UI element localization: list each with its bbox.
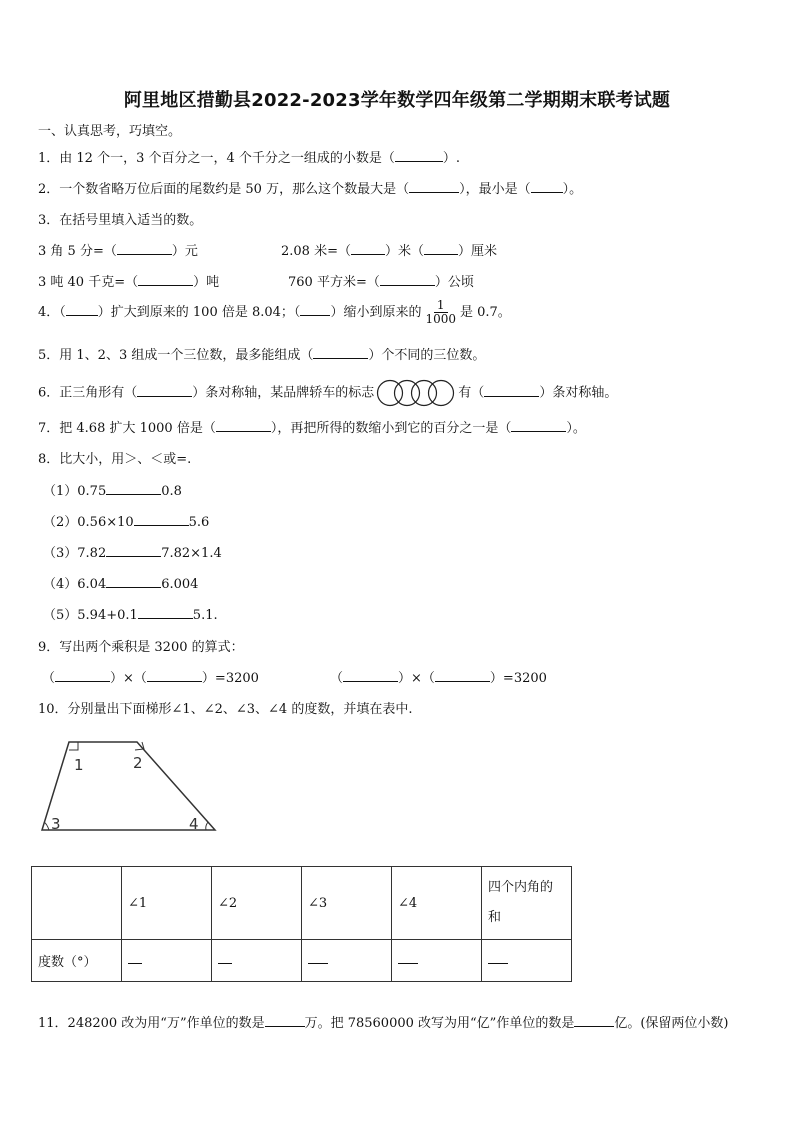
q8-item-5-left: （5）5.94+0.1 <box>43 608 138 623</box>
header-angle-1: ∠1 <box>122 867 212 940</box>
angle-4-mark <box>206 822 208 830</box>
q3-r1a-text-a: 3 角 5 分=（ <box>38 244 117 259</box>
q3-r1b-text-a: 2.08 米=（ <box>281 244 351 259</box>
q11-blank-2[interactable] <box>574 1014 614 1027</box>
q6-text-d: ）条对称轴。 <box>539 385 618 401</box>
q9-e2-blank-2[interactable] <box>435 669 490 682</box>
q11-text-a: 11．248200 改为用“万”作单位的数是 <box>38 1016 265 1031</box>
question-11 <box>38 1012 728 1031</box>
q8-item-2-left: （2）0.56×10 <box>43 515 134 530</box>
header-angle-3: ∠3 <box>302 867 392 940</box>
q9-e2-text-c: ）=3200 <box>489 671 547 686</box>
row-label: 度数（°） <box>32 940 122 982</box>
q8-item-5 <box>43 604 218 623</box>
q6-blank-1[interactable] <box>137 384 192 397</box>
q7-text-a: 7．把 4.68 扩大 1000 倍是（ <box>38 421 216 436</box>
q4-text-a: 4．（ <box>38 305 66 320</box>
car-logo-rings-icon <box>376 378 456 408</box>
q3-r1b-text-c: ）厘米 <box>458 244 498 259</box>
q2-text-b: ），最小是（ <box>459 182 531 197</box>
q8-item-2-blank[interactable] <box>134 513 189 526</box>
q1-text-a: 1．由 12 个一，3 个百分之一，4 个千分之一组成的小数是（ <box>38 151 395 166</box>
q3-row2-left <box>38 271 219 290</box>
q9-e1-blank-1[interactable] <box>55 669 110 682</box>
q3-row1-right <box>281 240 497 259</box>
q5-blank[interactable] <box>313 346 368 359</box>
angle-2-label: 2 <box>133 754 143 772</box>
q7-text-b: ），再把所得的数缩小到它的百分之一是（ <box>270 421 512 436</box>
header-angle-2: ∠2 <box>212 867 302 940</box>
q3-r2b-text-a: 760 平方米=（ <box>288 275 380 290</box>
page-title: 阿里地区措勤县2022-2023学年数学四年级第二学期期末联考试题 <box>123 90 671 111</box>
q7-text-c: ）。 <box>566 421 586 436</box>
question-10: 10．分别量出下面梯形∠1、∠2、∠3、∠4 的度数，并填在表中. <box>38 702 413 717</box>
q8-item-4-right: 6.004 <box>161 577 199 592</box>
value-angle-sum[interactable] <box>482 940 572 982</box>
q9-e1-text-a: （ <box>42 671 56 686</box>
trapezoid-diagram <box>38 738 220 836</box>
q8-item-3-right: 7.82×1.4 <box>161 546 222 561</box>
q8-item-1-blank[interactable] <box>106 482 161 495</box>
q3-r2b-text-b: ）公顷 <box>434 275 474 290</box>
angle-3-mark <box>44 822 49 830</box>
angle-2-mark <box>135 742 144 750</box>
angle-1-mark <box>69 742 78 750</box>
q4-text-c: ）缩小到原来的 <box>330 305 422 320</box>
q8-item-1-left: （1）0.75 <box>43 484 107 499</box>
q7-blank-2[interactable] <box>511 419 566 432</box>
question-6 <box>38 378 617 408</box>
section-heading: 一、认真思考，巧填空。 <box>38 124 182 139</box>
q8-item-1 <box>43 480 182 499</box>
question-2 <box>38 178 582 197</box>
q3-r1b-blank-2[interactable] <box>424 242 458 255</box>
q11-blank-1[interactable] <box>265 1014 305 1027</box>
q8-item-4-left: （4）6.04 <box>43 577 107 592</box>
q9-expression-1 <box>42 667 259 686</box>
question-7 <box>38 417 586 436</box>
fraction-numerator: 1 <box>434 299 448 313</box>
q8-item-2-right: 5.6 <box>188 515 210 530</box>
q6-blank-2[interactable] <box>484 384 539 397</box>
angle-3-label: 3 <box>51 815 61 833</box>
table-value-row <box>32 940 572 982</box>
q9-e1-blank-2[interactable] <box>147 669 202 682</box>
q9-e1-text-b: ）×（ <box>110 671 147 686</box>
q3-r1b-blank-1[interactable] <box>351 242 385 255</box>
angle-1-label: 1 <box>74 756 84 774</box>
question-5 <box>38 344 485 363</box>
q11-text-c: 亿。(保留两位小数) <box>614 1016 729 1031</box>
q2-blank-min[interactable] <box>531 180 563 193</box>
q3-row2-right <box>288 271 474 290</box>
q8-item-3-left: （3）7.82 <box>43 546 107 561</box>
q4-blank-2[interactable] <box>300 303 330 316</box>
q11-text-b: 万。把 78560000 改写为用“亿”作单位的数是 <box>304 1016 575 1031</box>
q8-item-4 <box>43 573 198 592</box>
q8-item-3 <box>43 542 222 561</box>
q6-text-a: 6．正三角形有（ <box>38 385 138 401</box>
angle-4-label: 4 <box>189 815 199 833</box>
value-angle-1[interactable] <box>122 940 212 982</box>
q4-text-b: ）扩大到原来的 100 倍是 8.04；（ <box>97 305 301 320</box>
q2-blank-max[interactable] <box>409 180 459 193</box>
q3-r2b-blank[interactable] <box>380 273 435 286</box>
q8-item-5-right: 5.1. <box>192 608 218 623</box>
fraction-denominator: 1000 <box>425 312 456 326</box>
question-1 <box>38 147 460 166</box>
q9-expression-2 <box>330 667 547 686</box>
value-angle-2[interactable] <box>212 940 302 982</box>
q8-item-4-blank[interactable] <box>106 575 161 588</box>
q4-text-d: 是 0.7。 <box>460 305 511 320</box>
q2-text-a: 2．一个数省略万位后面的尾数约是 50 万，那么这个数最大是（ <box>38 182 410 197</box>
q8-item-2 <box>43 511 209 530</box>
question-8: 8．比大小，用＞、＜或=. <box>38 452 192 467</box>
question-9: 9．写出两个乘积是 3200 的算式： <box>38 640 244 655</box>
q1-blank[interactable] <box>395 149 443 162</box>
value-angle-4[interactable] <box>392 940 482 982</box>
question-3: 3．在括号里填入适当的数。 <box>38 213 203 228</box>
header-angle-4: ∠4 <box>392 867 482 940</box>
q5-text-a: 5．用 1、2、3 组成一个三位数，最多能组成（ <box>38 348 314 363</box>
q3-r1a-text-b: ）元 <box>171 244 198 259</box>
q4-blank-1[interactable] <box>66 303 98 316</box>
q5-text-b: ）个不同的三位数。 <box>368 348 486 363</box>
q3-row1-left <box>38 240 198 259</box>
q6-text-b: ）条对称轴，某品牌轿车的标志 <box>192 385 375 401</box>
q7-blank-1[interactable] <box>216 419 271 432</box>
table-header-row <box>32 867 572 940</box>
q3-r2a-text-a: 3 吨 40 千克=（ <box>38 275 139 290</box>
table-corner-cell <box>32 867 122 940</box>
q8-item-1-right: 0.8 <box>161 484 182 499</box>
q9-e1-text-c: ）=3200 <box>201 671 259 686</box>
q1-text-b: ）. <box>442 151 461 166</box>
q4-fraction <box>423 299 458 326</box>
q3-r2a-blank[interactable] <box>138 273 193 286</box>
q8-item-3-blank[interactable] <box>106 544 161 557</box>
angle-table <box>31 866 572 982</box>
q3-r1b-text-b: ）米（ <box>384 244 424 259</box>
value-angle-3[interactable] <box>302 940 392 982</box>
header-angle-sum: 四个内角的和 <box>482 867 572 940</box>
q9-e2-text-a: （ <box>330 671 344 686</box>
q6-text-c: 有（ <box>458 385 485 401</box>
q9-e2-blank-1[interactable] <box>343 669 398 682</box>
q3-r2a-text-b: ）吨 <box>193 275 220 290</box>
q2-text-c: ）。 <box>562 182 583 197</box>
question-4 <box>38 299 511 326</box>
q9-e2-text-b: ）×（ <box>398 671 435 686</box>
q3-r1a-blank[interactable] <box>117 242 172 255</box>
q8-item-5-blank[interactable] <box>138 606 193 619</box>
